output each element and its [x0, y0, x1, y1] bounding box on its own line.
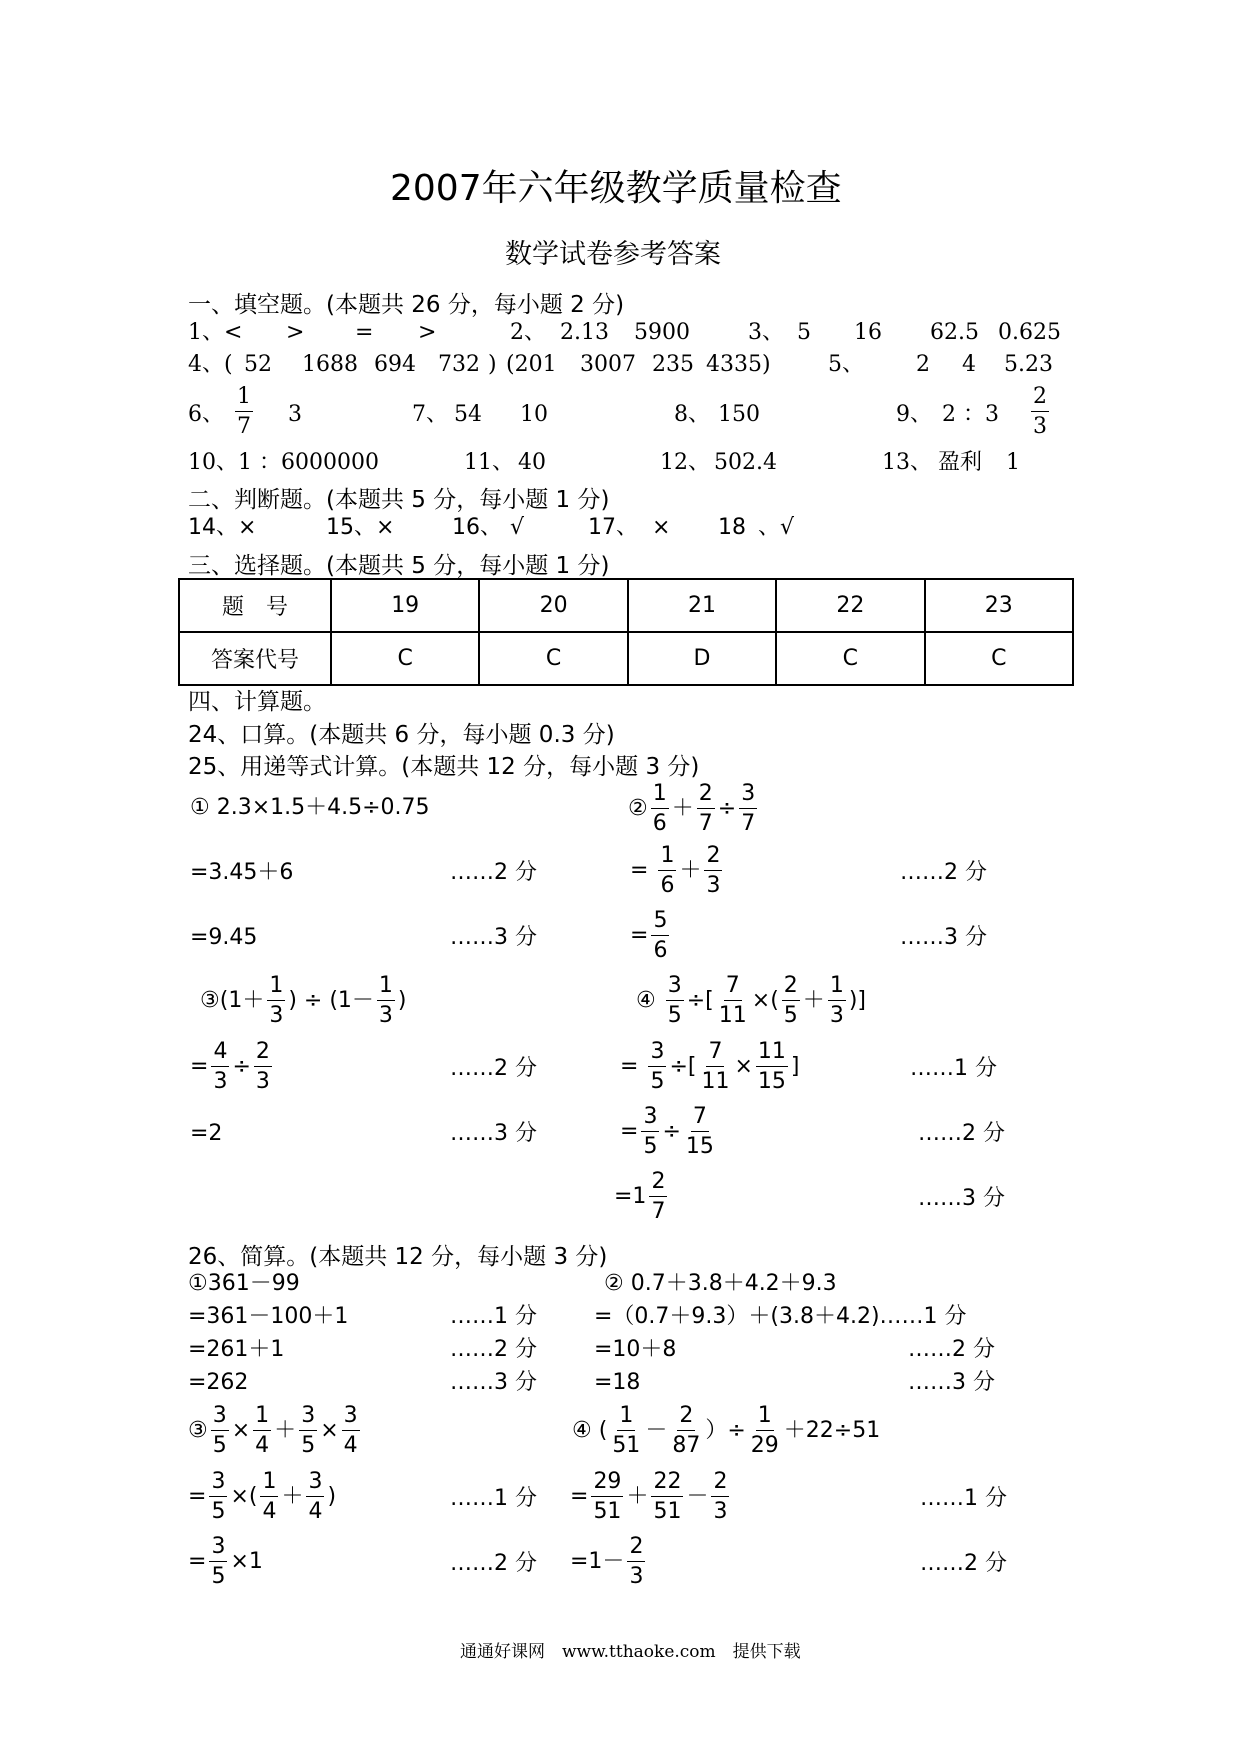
score-mark: ……2 分	[450, 860, 537, 885]
score-mark: ……3 分	[450, 1121, 537, 1146]
score-mark: ……1 分	[920, 1486, 1007, 1511]
score-mark: ……3 分	[450, 925, 537, 950]
score-mark: ……1 分	[910, 1056, 997, 1081]
calc-p2-line3: = $\frac{5}{6}$	[630, 908, 668, 963]
q26-heading: 26、简算。(本题共 12 分，每小题 3 分)	[188, 1244, 608, 1270]
fill-row-1: 1、< > = > 2、 2.13 5900 3、 5 16 62.5 0.625	[188, 320, 1061, 345]
calc-p2-line1: ② $\frac{1}{6}$ ＋ $\frac{2}{7}$ ÷ $\frac{3}{7}$	[628, 781, 756, 836]
s26-p3-line1: ③ $\frac{3}{5}$ × $\frac{1}{4}$ ＋ $\frac{3}{5}$ × $\frac{3}{4}$	[188, 1403, 358, 1458]
s26-right-line1: ② 0.7＋3.8＋4.2＋9.3	[604, 1271, 837, 1296]
section-fill-heading: 一、填空题。(本题共 26 分，每小题 2 分)	[188, 292, 625, 318]
calc-p1-line3: =9.45	[190, 925, 258, 950]
calc-p3-line2: = $\frac{4}{3}$ ÷ $\frac{2}{3}$	[190, 1039, 270, 1094]
calc-p1-line2: =3.45＋6	[190, 860, 294, 885]
s26-left-line2: =361－100＋1	[188, 1304, 349, 1329]
page-subtitle: 数学试卷参考答案	[505, 239, 721, 270]
score-mark: ……2 分	[920, 1551, 1007, 1576]
fill-row-2: 4、( 52 1688 694 732 ) (201 3007 235 4335) 5、 2 4 5.23	[188, 352, 1053, 377]
page-title: 2007年六年级教学质量检查	[390, 168, 842, 209]
calc-p3-line1: ③ (1＋ $\frac{1}{3}$ ) ÷ (1－ $\frac{1}{3}$ )	[200, 973, 407, 1028]
s26-p3-line3: = $\frac{3}{5}$ ×1	[188, 1534, 263, 1589]
calc-p4-line2: = $\frac{3}{5}$ ÷[ $\frac{7}{11}$ × $\frac{11}{15}$ ]	[620, 1039, 800, 1094]
score-mark: ……3 分	[918, 1186, 1005, 1211]
calc-p2-line2: = $\frac{1}{6}$ ＋ $\frac{2}{3}$	[630, 843, 721, 898]
score-mark: ……2 分	[900, 860, 987, 885]
calc-p4-line1: ④ $\frac{3}{5}$ ÷[ $\frac{7}{11}$ ×( $\frac{2}{5}$ ＋ $\frac{1}{3}$ )]	[636, 973, 866, 1028]
calc-p3-line3: =2	[190, 1121, 223, 1146]
score-mark: ……2 分	[450, 1056, 537, 1081]
fill-row-3: 6、 $\frac{1}{7}$ 3 7、 54 10 8、 150 9、 2 ：3 $\frac{2}{3}$	[188, 384, 1047, 439]
s26-right-line3: =10＋8	[594, 1337, 677, 1362]
s26-p3-line2: = $\frac{3}{5}$ ×( $\frac{1}{4}$ ＋ $\frac{3}{4}$ )	[188, 1469, 337, 1524]
score-mark: ……3 分	[450, 1370, 537, 1395]
section-calc-heading: 四、计算题。	[188, 689, 326, 715]
fill-row-4: 10、1 ：6000000 11、 40 12、 502.4 13、 盈利 1	[188, 450, 1020, 475]
judge-answers: 14、× 15、× 16、 √ 17、 × 18 、√	[188, 515, 795, 540]
fraction: $\frac{1}{7}$	[237, 384, 251, 439]
calc-p4-line3: = $\frac{3}{5}$ ÷ $\frac{7}{15}$	[620, 1104, 714, 1159]
s26-right-line2: =（0.7＋9.3）＋(3.8＋4.2)……1 分	[594, 1304, 967, 1329]
choice-answer-table	[178, 578, 1074, 686]
score-mark: ……3 分	[900, 925, 987, 950]
table-row: 答案代号 C C D C C	[179, 632, 1073, 685]
s26-left-line3: =261＋1	[188, 1337, 285, 1362]
s26-right-line4: =18	[594, 1370, 641, 1395]
calc-p1-line1: ① 2.3×1.5＋4.5÷0.75	[190, 795, 430, 820]
q24-heading: 24、口算。(本题共 6 分，每小题 0.3 分)	[188, 722, 615, 748]
q25-heading: 25、用递等式计算。(本题共 12 分，每小题 3 分)	[188, 754, 700, 780]
section-judge-heading: 二、判断题。(本题共 5 分，每小题 1 分)	[188, 487, 610, 513]
score-mark: ……2 分	[450, 1337, 537, 1362]
calc-p4-line4: =1 $\frac{2}{7}$	[614, 1169, 666, 1224]
score-mark: ……1 分	[450, 1304, 537, 1329]
s26-p4-line1: ④ ( $\frac{1}{51}$ － $\frac{2}{87}$ ）÷ $\frac{1}{29}$ ＋22÷51	[572, 1403, 881, 1458]
score-mark: ……2 分	[918, 1121, 1005, 1146]
score-mark: ……2 分	[908, 1337, 995, 1362]
score-mark: ……3 分	[908, 1370, 995, 1395]
s26-p4-line2: = $\frac{29}{51}$ ＋ $\frac{22}{51}$ － $\frac{2}{3}$	[570, 1469, 728, 1524]
fraction: $\frac{2}{3}$	[1033, 384, 1047, 439]
score-mark: ……1 分	[450, 1486, 537, 1511]
score-mark: ……2 分	[450, 1551, 537, 1576]
table-row: 题 号 19 20 21 22 23	[179, 579, 1073, 632]
s26-left-line1: ①361－99	[188, 1271, 300, 1296]
section-choice-heading: 三、选择题。(本题共 5 分，每小题 1 分)	[188, 553, 610, 579]
footer-text: 通通好课网 www.tthaoke.com 提供下载	[460, 1642, 801, 1662]
s26-p4-line3: =1－ $\frac{2}{3}$	[570, 1534, 644, 1589]
s26-left-line4: =262	[188, 1370, 249, 1395]
